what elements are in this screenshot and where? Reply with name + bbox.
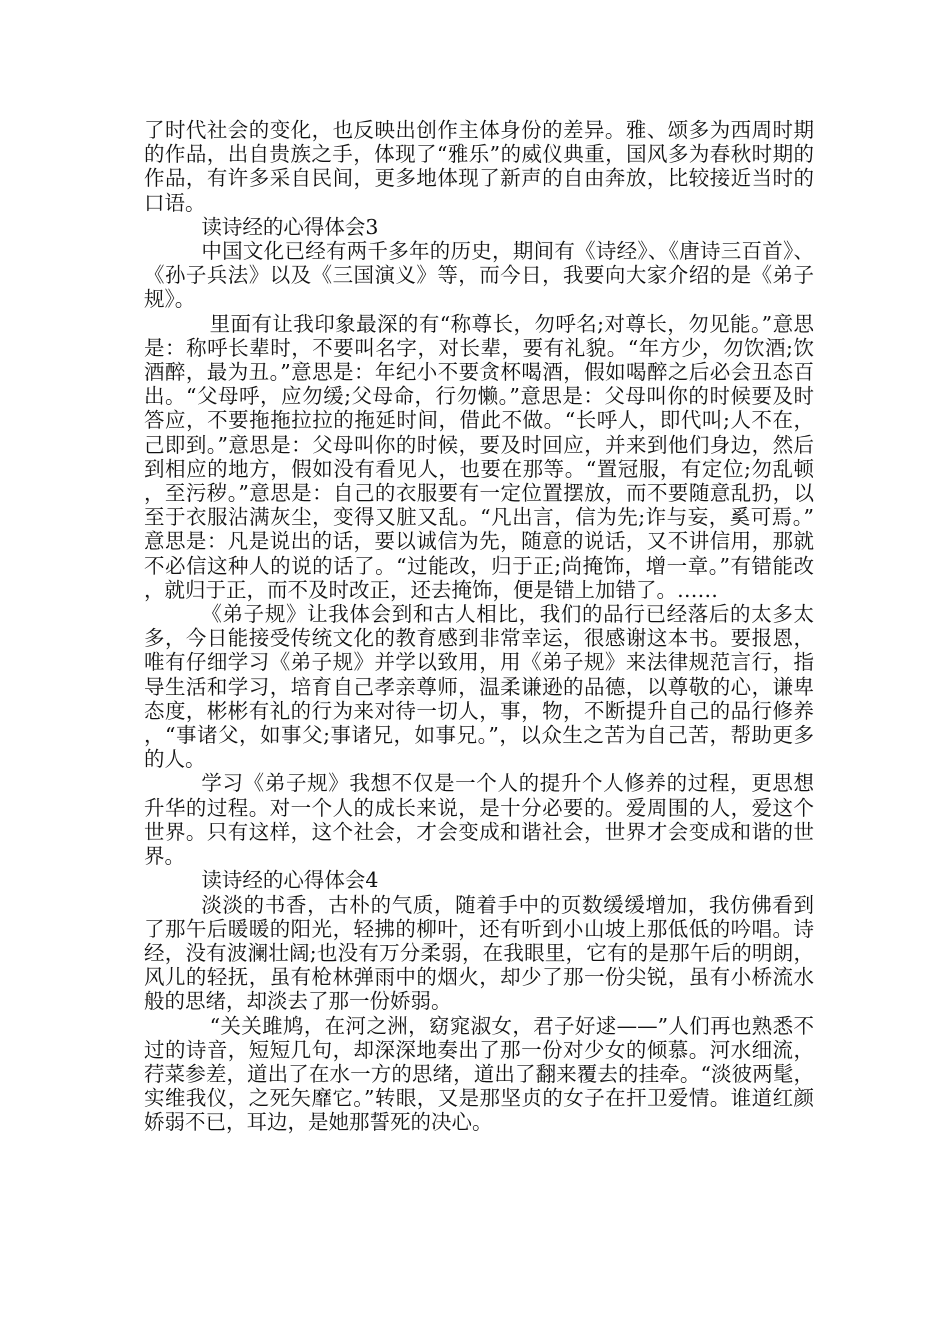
section-heading-4: 读诗经的心得体会4 bbox=[201, 868, 379, 893]
paragraph-4-2: “关关雎鸠，在河之洲，窈窕淑女，君子好逑——”人们再也熟悉不过的诗音，短短几句，却深深地奏出了那一份对少女的倾慕。河水细流，荇菜参差，道出了在水一方的思绪，道出了翻来覆去的挂牵。“淡彼两髦，实维我仪，之死矢靡它。”转眼，又是那坚贞的女子在扞卫爱情。谁道红颜娇弱不已，耳边，是她那誓死的决心。 bbox=[144, 1013, 814, 1135]
paragraph-4-1: 淡淡的书香，古朴的气质，随着手中的页数缓缓增加，我仿佛看到了那午后暖暖的阳光，轻拂的柳叶，还有听到小山坡上那低低的吟唱。诗经，没有波澜壮阔;也没有万分柔弱，在我眼里，它有的是那午后的明朗，风儿的轻抚，虽有枪林弹雨中的烟火，却少了那一份尖锐，虽有小桥流水般的思绪，却淡去了那一份娇弱。 bbox=[144, 892, 814, 1014]
paragraph-3-1: 中国文化已经有两千多年的历史，期间有《诗经》、《唐诗三百首》、《孙子兵法》以及《三国演义》等，而今日，我要向大家介绍的是《弟子规》。 bbox=[144, 239, 814, 312]
paragraph-intro: 了时代社会的变化，也反映出创作主体身份的差异。雅、颂多为西周时期的作品，出自贵族之手，体现了“雅乐”的威仪典重，国风多为春秋时期的作品，有许多采自民间，更多地体现了新声的自由奔放，比较接近当时的口语。 bbox=[144, 118, 814, 215]
paragraph-3-4: 学习《弟子规》我想不仅是一个人的提升个人修养的过程，更思想升华的过程。对一个人的成长来说，是十分必要的。爱周围的人，爱这个世界。只有这样，这个社会，才会变成和谐社会，世界才会变成和谐的世界。 bbox=[144, 771, 814, 869]
paragraph-3-2: 里面有让我印象最深的有“称尊长，勿呼名;对尊长，勿见能。”意思是：称呼长辈时，不要叫名字，对长辈，要有礼貌。“年方少，勿饮酒;饮酒醉，最为丑。”意思是：年纪小不要贪杯喝酒，假如喝醉之后必会丑态百出。“父母呼，应勿缓;父母命，行勿懒。”意思是：父母叫你的时候要及时答应，不要拖拖拉拉的拖延时间，借此不做。“长呼人，即代叫;人不在，己即到。”意思是：父母叫你的时候，要及时回应，并来到他们身边，然后到相应的地方，假如没有看见人，也要在那等。“置冠服，有定位;勿乱顿，至污秽。”意思是：自己的衣服要有一定位置摆放，而不要随意乱扔，以至于衣服沾满灰尘，变得又脏又乱。“凡出言，信为先;诈与妄，奚可焉。”意思是：凡是说出的话，要以诚信为先，随意的说话，又不讲信用，那就不必信这种人的说的话了。“过能改，归于正;尚掩饰，增一章。”有错能改，就归于正，而不及时改正，还去掩饰，便是错上加错了。…… bbox=[144, 311, 814, 602]
section-heading-3: 读诗经的心得体会3 bbox=[201, 214, 379, 239]
document-page bbox=[144, 118, 814, 1135]
paragraph-3-3: 《弟子规》让我体会到和古人相比，我们的品行已经落后的太多太多，今日能接受传统文化的教育感到非常幸运，很感谢这本书。要报恩，唯有仔细学习《弟子规》并学以致用，用《弟子规》来法律规范言行，指导生活和学习，培育自己孝亲尊师，温柔谦逊的品德，以尊敬的心，谦卑态度，彬彬有礼的行为来对待一切人，事，物，不断提升自己的品行修养，“事诸父，如事父;事诸兄，如事兄。”，以众生之苦为自己苦，帮助更多的人。 bbox=[144, 602, 814, 772]
